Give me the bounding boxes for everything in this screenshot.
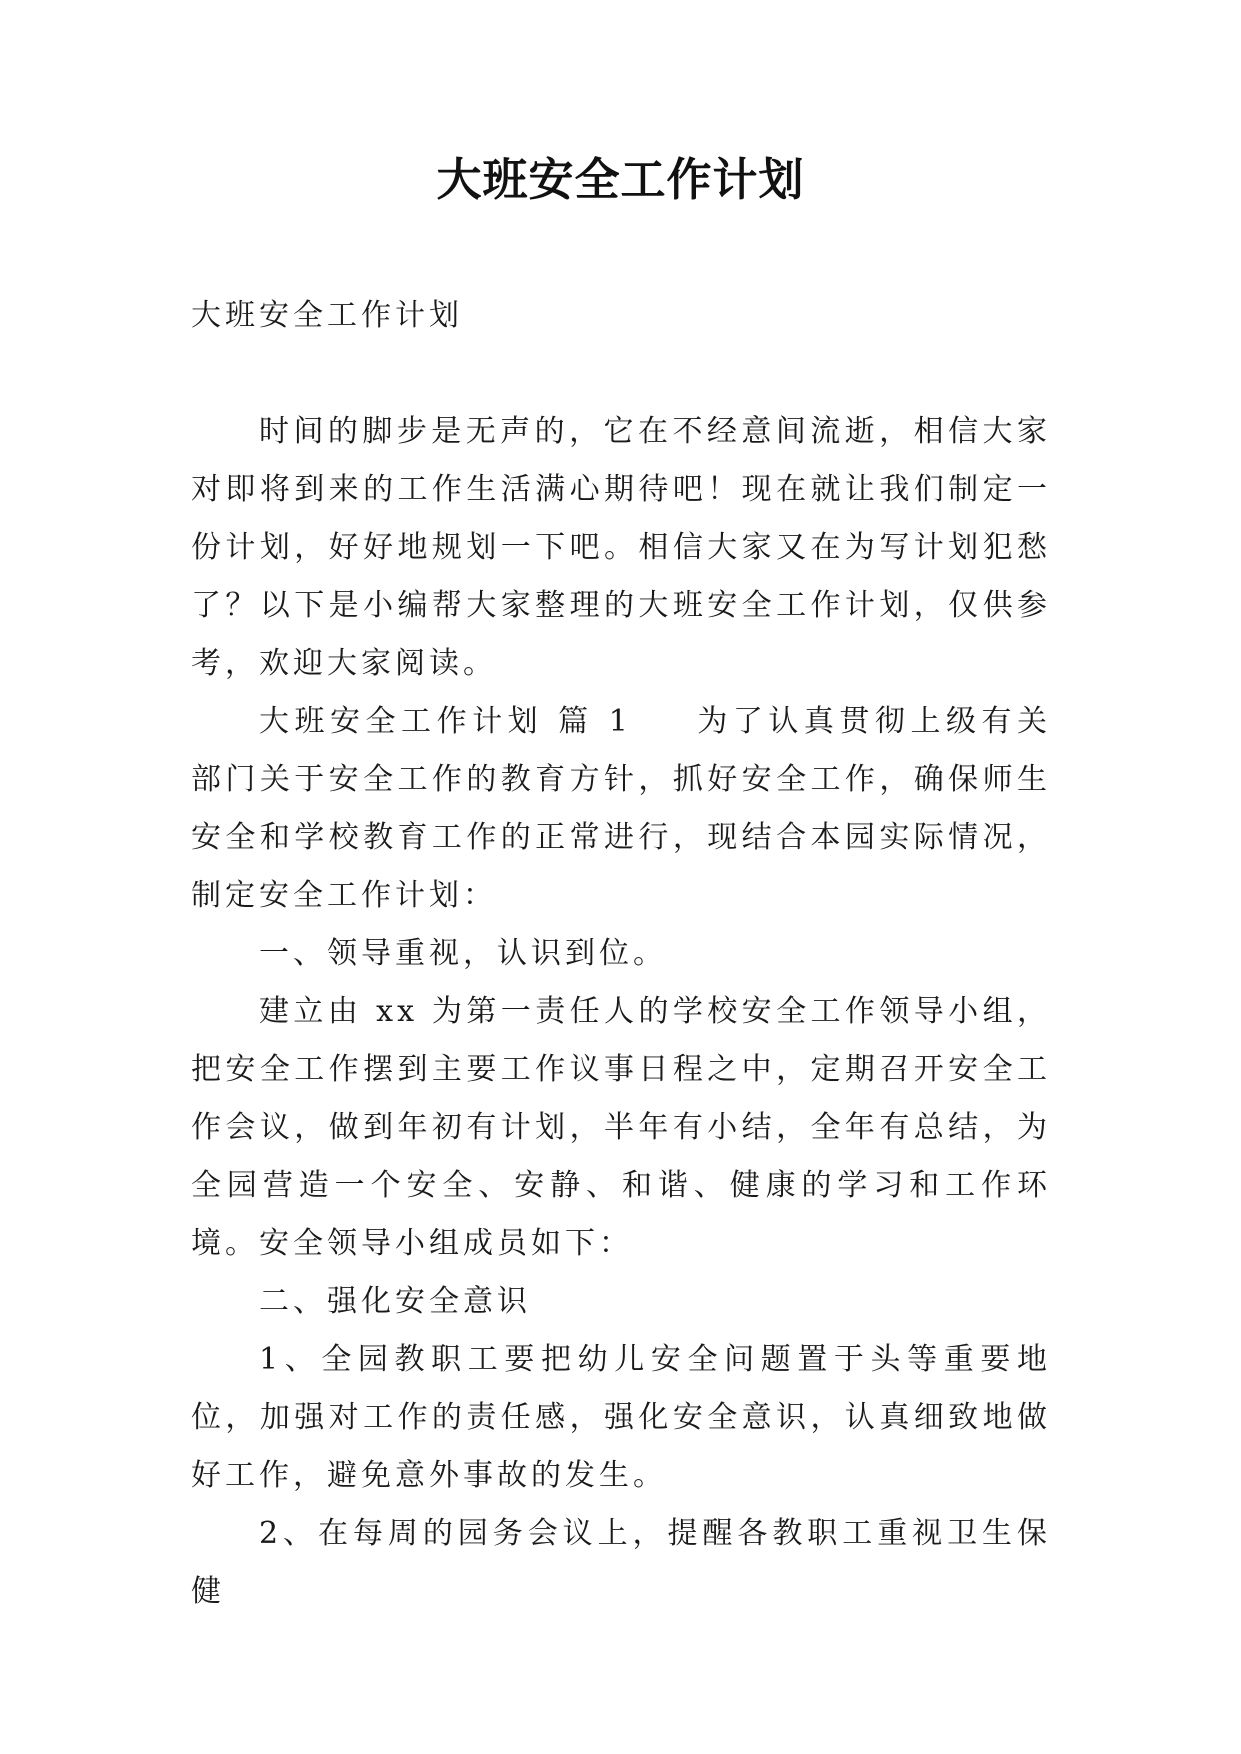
chapter-paragraph <box>191 693 1051 925</box>
document-title: 大班安全工作计划 <box>436 153 805 206</box>
chapter-heading: 大班安全工作计划 篇 1 <box>259 704 632 739</box>
chapter-intro: 为了认真贯彻上级有关部门关于安全工作的教育方针，抓好安全工作，确保师生安全和学校教育工作的正常进行，现结合本园实际情况，制定安全工作计划： <box>191 704 1051 913</box>
section-2-heading: 二、强化安全意识 <box>259 1284 531 1319</box>
document-body <box>191 287 1051 1621</box>
section-1-body: 建立由 xx 为第一责任人的学校安全工作领导小组，把安全工作摆到主要工作议事日程之中，定期召开安全工作会议，做到年初有计划，半年有小结，全年有总结，为全园营造一个安全、安静、和谐、健康的学习和工作环境。安全领导小组成员如下： <box>191 994 1051 1261</box>
document-subtitle: 大班安全工作计划 <box>191 298 463 333</box>
list-item-2: 2、在每周的园务会议上，提醒各教职工重视卫生保健 <box>191 1516 1051 1609</box>
section-1-heading: 一、领导重视，认识到位。 <box>259 936 667 971</box>
intro-paragraph: 时间的脚步是无声的，它在不经意间流逝，相信大家对即将到来的工作生活满心期待吧！现在就让我们制定一份计划，好好地规划一下吧。相信大家又在为写计划犯愁了？以下是小编帮大家整理的大班安全工作计划，仅供参考，欢迎大家阅读。 <box>191 414 1051 681</box>
list-item-1: 1、全园教职工要把幼儿安全问题置于头等重要地位，加强对工作的责任感，强化安全意识，认真细致地做好工作，避免意外事故的发生。 <box>191 1342 1051 1493</box>
